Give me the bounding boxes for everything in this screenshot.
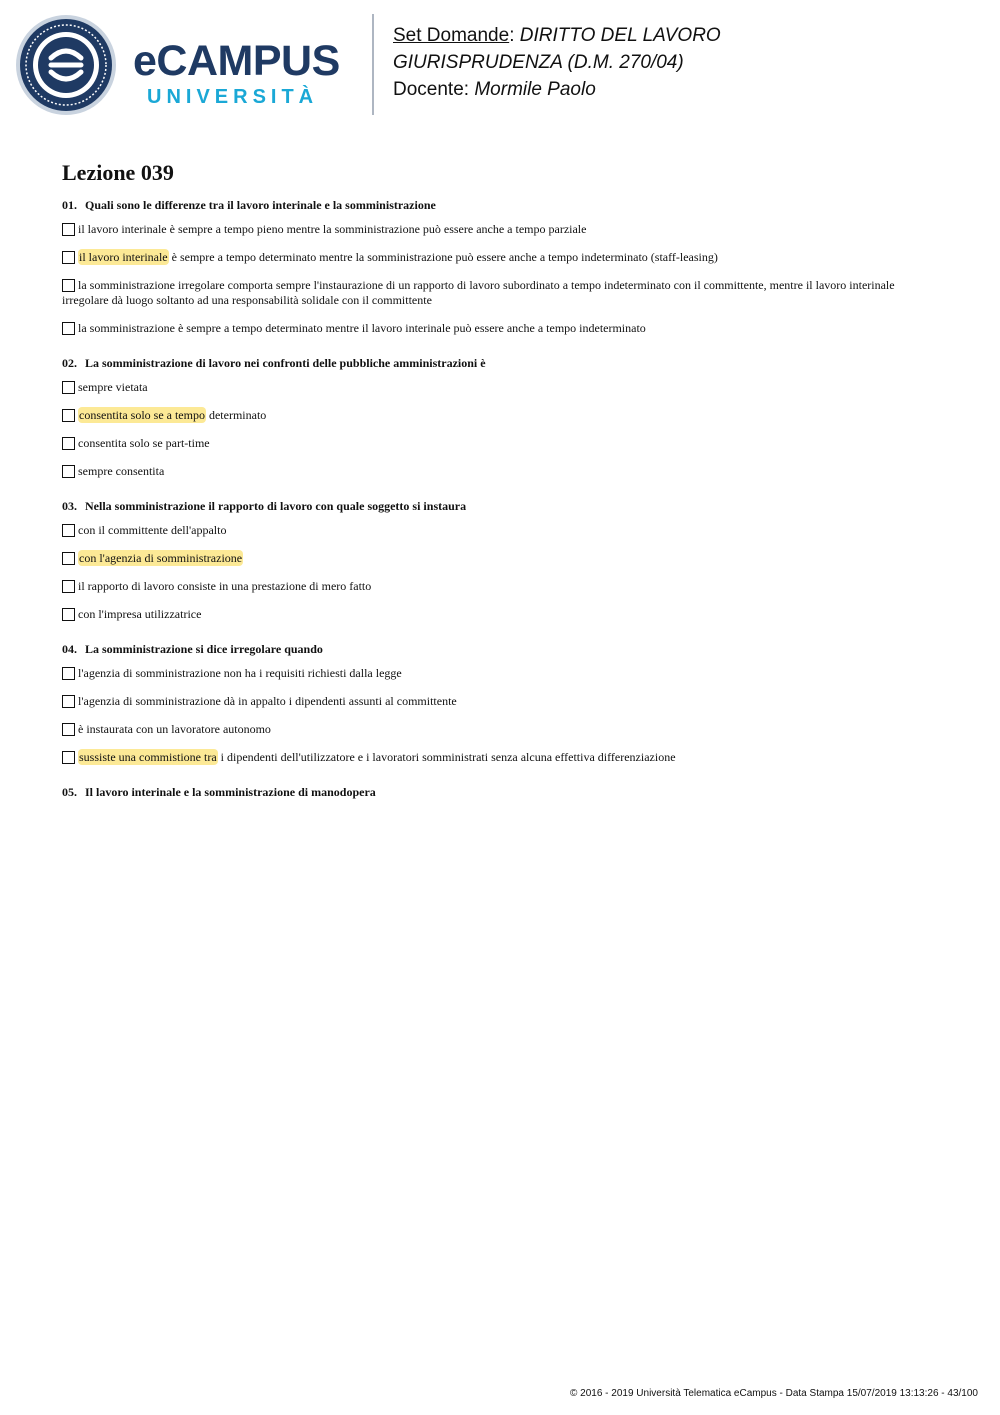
answer-text: il lavoro interinale è sempre a tempo pieno mentre la somministrazione può essere anche a tempo parziale <box>78 222 587 236</box>
answer-checkbox[interactable] <box>62 524 75 537</box>
answer-option <box>62 694 940 709</box>
answer-highlight: il lavoro interinale <box>79 250 168 264</box>
answer-text: il rapporto di lavoro consiste in una prestazione di mero fatto <box>78 579 372 593</box>
brand-subtitle: UNIVERSITÀ <box>147 86 319 108</box>
answer-option <box>62 408 940 423</box>
page-footer: © 2016 - 2019 Università Telematica eCampus - Data Stampa 15/07/2019 13:13:26 - 43/100 <box>570 1388 978 1399</box>
question-number: 03. <box>62 499 77 513</box>
answer-checkbox[interactable] <box>62 465 75 478</box>
teacher-line: Docente: Mormile Paolo <box>393 79 596 100</box>
answer-option <box>62 666 940 681</box>
answer-checkbox[interactable] <box>62 695 75 708</box>
question-heading <box>62 785 940 799</box>
answer-text: è sempre a tempo determinato mentre la somministrazione può essere anche a tempo indeterminato (staff-leasing) <box>168 250 718 264</box>
brand-name: eCAMPUS <box>133 37 340 85</box>
answer-option <box>62 436 940 451</box>
answer-option <box>62 551 940 566</box>
question-heading <box>62 198 940 212</box>
answer-checkbox[interactable] <box>62 223 75 236</box>
answer-checkbox[interactable] <box>62 751 75 764</box>
answer-option <box>62 750 940 765</box>
question-heading <box>62 642 940 656</box>
answer-text: la somministrazione è sempre a tempo determinato mentre il lavoro interinale può essere anche a tempo indeterminato <box>78 321 646 335</box>
answer-text: determinato <box>205 408 267 422</box>
question-number: 04. <box>62 642 77 656</box>
question-text: La somministrazione si dice irregolare quando <box>85 642 323 656</box>
question-text: Nella somministrazione il rapporto di lavoro con quale soggetto si instaura <box>85 499 467 513</box>
answer-text: l'agenzia di somministrazione non ha i requisiti richiesti dalla legge <box>78 666 402 680</box>
course-info <box>393 22 721 103</box>
lesson-title: Lezione 039 <box>62 160 174 185</box>
answer-text: consentita solo se part-time <box>78 436 210 450</box>
question <box>62 642 940 765</box>
question-text: Quali sono le differenze tra il lavoro interinale e la somministrazione <box>85 198 436 212</box>
answer-text: con l'impresa utilizzatrice <box>78 607 202 621</box>
answer-checkbox[interactable] <box>62 251 75 264</box>
answer-checkbox[interactable] <box>62 279 75 292</box>
answer-text: sempre vietata <box>78 380 148 394</box>
answer-text: sempre consentita <box>78 464 165 478</box>
answer-checkbox[interactable] <box>62 437 75 450</box>
set-value: DIRITTO DEL LAVORO <box>519 25 721 46</box>
question-number: 01. <box>62 198 77 212</box>
course-value: GIURISPRUDENZA (D.M. 270/04) <box>393 52 684 73</box>
answer-text: la somministrazione irregolare comporta sempre l'instaurazione di un rapporto di lavoro subordinato a tempo indeterminato con il committente, mentre il lavoro interinale irregolare dà luogo soltanto ad una responsabilità solidale con il committente <box>62 278 895 307</box>
answer-option <box>62 321 940 336</box>
set-label: Set Domande <box>393 25 510 46</box>
answer-option <box>62 380 940 395</box>
answer-option <box>62 278 940 308</box>
question-heading <box>62 356 940 370</box>
answer-checkbox[interactable] <box>62 608 75 621</box>
answer-text: l'agenzia di somministrazione dà in appalto i dipendenti assunti al committente <box>78 694 457 708</box>
teacher-label: Docente <box>393 79 464 100</box>
answer-checkbox[interactable] <box>62 322 75 335</box>
set-line: Set Domande: DIRITTO DEL LAVORO <box>393 25 721 46</box>
answer-option <box>62 579 940 594</box>
question-number: 02. <box>62 356 77 370</box>
answer-text: i dipendenti dell'utilizzatore e i lavoratori somministrati senza alcuna effettiva differenziazione <box>217 750 676 764</box>
question <box>62 356 940 479</box>
answer-highlight: consentita solo se a tempo <box>79 408 205 422</box>
answer-option <box>62 222 940 237</box>
answer-option <box>62 722 940 737</box>
answer-checkbox[interactable] <box>62 552 75 565</box>
answer-highlight: sussiste una commistione tra <box>79 750 217 764</box>
answer-text: con il committente dell'appalto <box>78 523 227 537</box>
answer-option <box>62 250 940 265</box>
answer-option <box>62 607 940 622</box>
ecampus-seal-logo <box>15 14 117 116</box>
answer-highlight: con l'agenzia di somministrazione <box>79 551 243 565</box>
answer-text: è instaurata con un lavoratore autonomo <box>78 722 271 736</box>
answer-checkbox[interactable] <box>62 409 75 422</box>
teacher-value: Mormile Paolo <box>474 79 596 100</box>
question-number: 05. <box>62 785 77 799</box>
header-divider <box>372 14 374 115</box>
question <box>62 499 940 622</box>
answer-option <box>62 523 940 538</box>
answer-checkbox[interactable] <box>62 723 75 736</box>
answer-checkbox[interactable] <box>62 381 75 394</box>
question <box>62 198 940 336</box>
question-list <box>62 198 940 819</box>
answer-option <box>62 464 940 479</box>
question-heading <box>62 499 940 513</box>
answer-checkbox[interactable] <box>62 580 75 593</box>
question-text: Il lavoro interinale e la somministrazione di manodopera <box>85 785 376 799</box>
answer-checkbox[interactable] <box>62 667 75 680</box>
course-line <box>393 49 721 76</box>
brand-wordmark <box>133 37 340 109</box>
question <box>62 785 940 799</box>
question-text: La somministrazione di lavoro nei confronti delle pubbliche amministrazioni è <box>85 356 486 370</box>
